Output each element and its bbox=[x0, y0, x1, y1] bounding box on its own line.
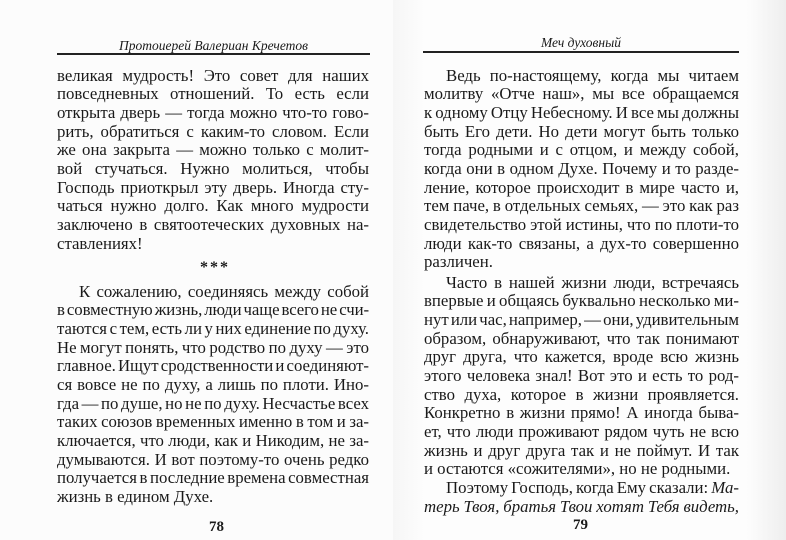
header-rule bbox=[423, 51, 739, 53]
text-span: Ведь по-настоящему, когда мы читаем bbox=[446, 65, 739, 85]
text-line bbox=[424, 404, 739, 423]
text-span: таются с тем, есть ли у них единение по духу. bbox=[57, 318, 369, 338]
text-line bbox=[57, 395, 369, 414]
text-span: различен. bbox=[424, 252, 493, 272]
text-span: нут или час, например, — они, удивительным bbox=[424, 309, 739, 329]
text-line bbox=[57, 85, 369, 104]
text-line bbox=[424, 274, 739, 293]
text-line bbox=[57, 413, 369, 432]
text-line bbox=[57, 179, 369, 198]
section-separator: *** bbox=[200, 259, 230, 276]
text-span: ся вовсе не по духу, а лишь по плоти. Ино- bbox=[57, 375, 369, 395]
text-span: чаться нужно долго. Как много мудрости bbox=[57, 196, 369, 216]
text-span: в совместную жизнь, люди чаще всего не счи- bbox=[57, 300, 369, 320]
text-span: жизнь в едином Духе. bbox=[57, 487, 214, 507]
text-span: молитву «Отче наш», мы все обращаемся bbox=[424, 84, 739, 104]
text-span: Конкретно в жизни прямо! А иногда быва- bbox=[424, 403, 739, 423]
text-span: открыта дверь — тогда можно что-то гово- bbox=[57, 102, 369, 122]
text-span: ключается, что люди, как и Никодим, не за- bbox=[57, 431, 369, 451]
text-span: и остаются «сожителями», но не родными. bbox=[424, 459, 731, 479]
text-line bbox=[57, 197, 369, 216]
text-span: свидетельство этой истины, что по плоти-то bbox=[424, 215, 739, 235]
page-number: 79 bbox=[573, 517, 588, 533]
text-line bbox=[57, 104, 369, 123]
text-line bbox=[424, 216, 739, 235]
text-line bbox=[57, 320, 369, 339]
text-span: Господь приоткрыл эту дверь. Иногда сту- bbox=[57, 177, 369, 197]
text-line bbox=[424, 498, 739, 517]
text-line bbox=[424, 123, 739, 142]
text-line bbox=[424, 253, 739, 272]
text-span: жизнь и друг друга так и не поймут. И так bbox=[424, 440, 739, 460]
text-line bbox=[424, 460, 739, 479]
text-span: ет, что люди проживают рядом чуть не всю bbox=[424, 422, 739, 442]
text-span: друг друга, что кажется, вроде всю жизнь bbox=[424, 347, 739, 367]
header-rule bbox=[57, 53, 370, 55]
text-line bbox=[57, 432, 369, 451]
text-span: впервые и общаясь буквально несколько ми- bbox=[424, 291, 739, 311]
text-line bbox=[57, 301, 369, 320]
text-line bbox=[424, 386, 739, 405]
text-line bbox=[424, 330, 739, 349]
text-line bbox=[424, 85, 739, 104]
text-span: этого человека знал! Вот это и есть то род- bbox=[424, 366, 739, 386]
text-line bbox=[424, 141, 739, 160]
text-line bbox=[57, 376, 369, 395]
text-span: К сожалению, соединяясь между собой bbox=[79, 281, 369, 301]
text-span: Поэтому Господь, когда Ему сказали: bbox=[446, 478, 712, 498]
running-header: Меч духовный bbox=[540, 35, 621, 50]
text-span: главное. Ищут сродственности и соединяют- bbox=[57, 356, 369, 376]
text-span: ставлениях! bbox=[57, 233, 143, 253]
italic-quote: Ма- bbox=[711, 478, 739, 498]
text-span: получается в последние времена совместная bbox=[57, 468, 369, 488]
text-line bbox=[424, 442, 739, 461]
text-line bbox=[424, 179, 739, 198]
text-span: Не могут понять, что родство по духу — это bbox=[57, 337, 369, 357]
text-span: думываются. И вот поэтому-то очень редко bbox=[57, 449, 369, 469]
text-line bbox=[57, 216, 369, 235]
paragraph bbox=[57, 283, 369, 507]
text-span: ство духа, которое в жизни проявляется. bbox=[424, 384, 739, 404]
text-span: тогда родными и с отцом, и между собой, bbox=[424, 140, 739, 160]
text-line bbox=[57, 67, 369, 86]
paragraph bbox=[424, 67, 739, 273]
text-span: ление, которое происходит в мире часто и, bbox=[424, 177, 739, 197]
paragraph bbox=[424, 274, 739, 480]
text-span: заключено в святоотеческих духовных на- bbox=[57, 215, 369, 235]
italic-quote: терь Твоя, братья Твои хотят Тебя видеть, bbox=[424, 497, 739, 517]
text-span: образом, обнаруживают, что так понимают bbox=[424, 328, 739, 348]
text-line bbox=[424, 311, 739, 330]
text-span: рить, обратиться с каким-то словом. Если bbox=[57, 121, 369, 141]
text-line bbox=[424, 479, 739, 498]
text-line bbox=[57, 235, 369, 254]
text-line bbox=[424, 367, 739, 386]
text-span: таких союзов временных именно в том и за- bbox=[57, 412, 369, 432]
text-line bbox=[57, 141, 369, 160]
text-line bbox=[57, 160, 369, 179]
text-line bbox=[57, 123, 369, 142]
paragraph bbox=[57, 67, 369, 254]
text-line bbox=[57, 357, 369, 376]
text-line bbox=[57, 339, 369, 358]
text-span: Часто в нашей жизни люди, встречаясь bbox=[446, 272, 739, 292]
text-line bbox=[424, 423, 739, 442]
text-line bbox=[424, 348, 739, 367]
text-line bbox=[57, 283, 369, 302]
text-line bbox=[424, 67, 739, 86]
text-span: когда они в одном Духе. Почему и то разде- bbox=[424, 159, 739, 179]
text-span: быть Его дети. Но дети могут быть только bbox=[424, 121, 739, 141]
text-line bbox=[424, 104, 739, 123]
text-line bbox=[424, 292, 739, 311]
text-span: тем паче, в отдельных семьях, — это как раз bbox=[424, 196, 739, 216]
text-line bbox=[424, 235, 739, 254]
text-span: люди как-то связаны, а дух-то совершенно bbox=[424, 233, 739, 253]
text-line bbox=[57, 488, 369, 507]
text-line bbox=[424, 160, 739, 179]
text-line bbox=[424, 197, 739, 216]
text-span: великая мудрость! Это совет для наших bbox=[57, 65, 369, 85]
paragraph bbox=[424, 479, 739, 516]
text-span: повседневных отношений. То есть если bbox=[57, 84, 369, 104]
text-span: к одному Отцу Небесному. И все мы должны bbox=[424, 102, 739, 122]
text-span: гда — по душе, но не по духу. Несчастье всех bbox=[57, 393, 369, 413]
text-line bbox=[57, 451, 369, 470]
running-header: Протоиерей Валериан Кречетов bbox=[118, 38, 309, 53]
text-line bbox=[57, 469, 369, 488]
right-page bbox=[393, 0, 786, 540]
page-number: 78 bbox=[209, 519, 224, 535]
text-span: вой стучаться. Нужно молиться, чтобы bbox=[57, 159, 369, 179]
text-span: же она закрыта — можно только с молит- bbox=[57, 140, 369, 160]
